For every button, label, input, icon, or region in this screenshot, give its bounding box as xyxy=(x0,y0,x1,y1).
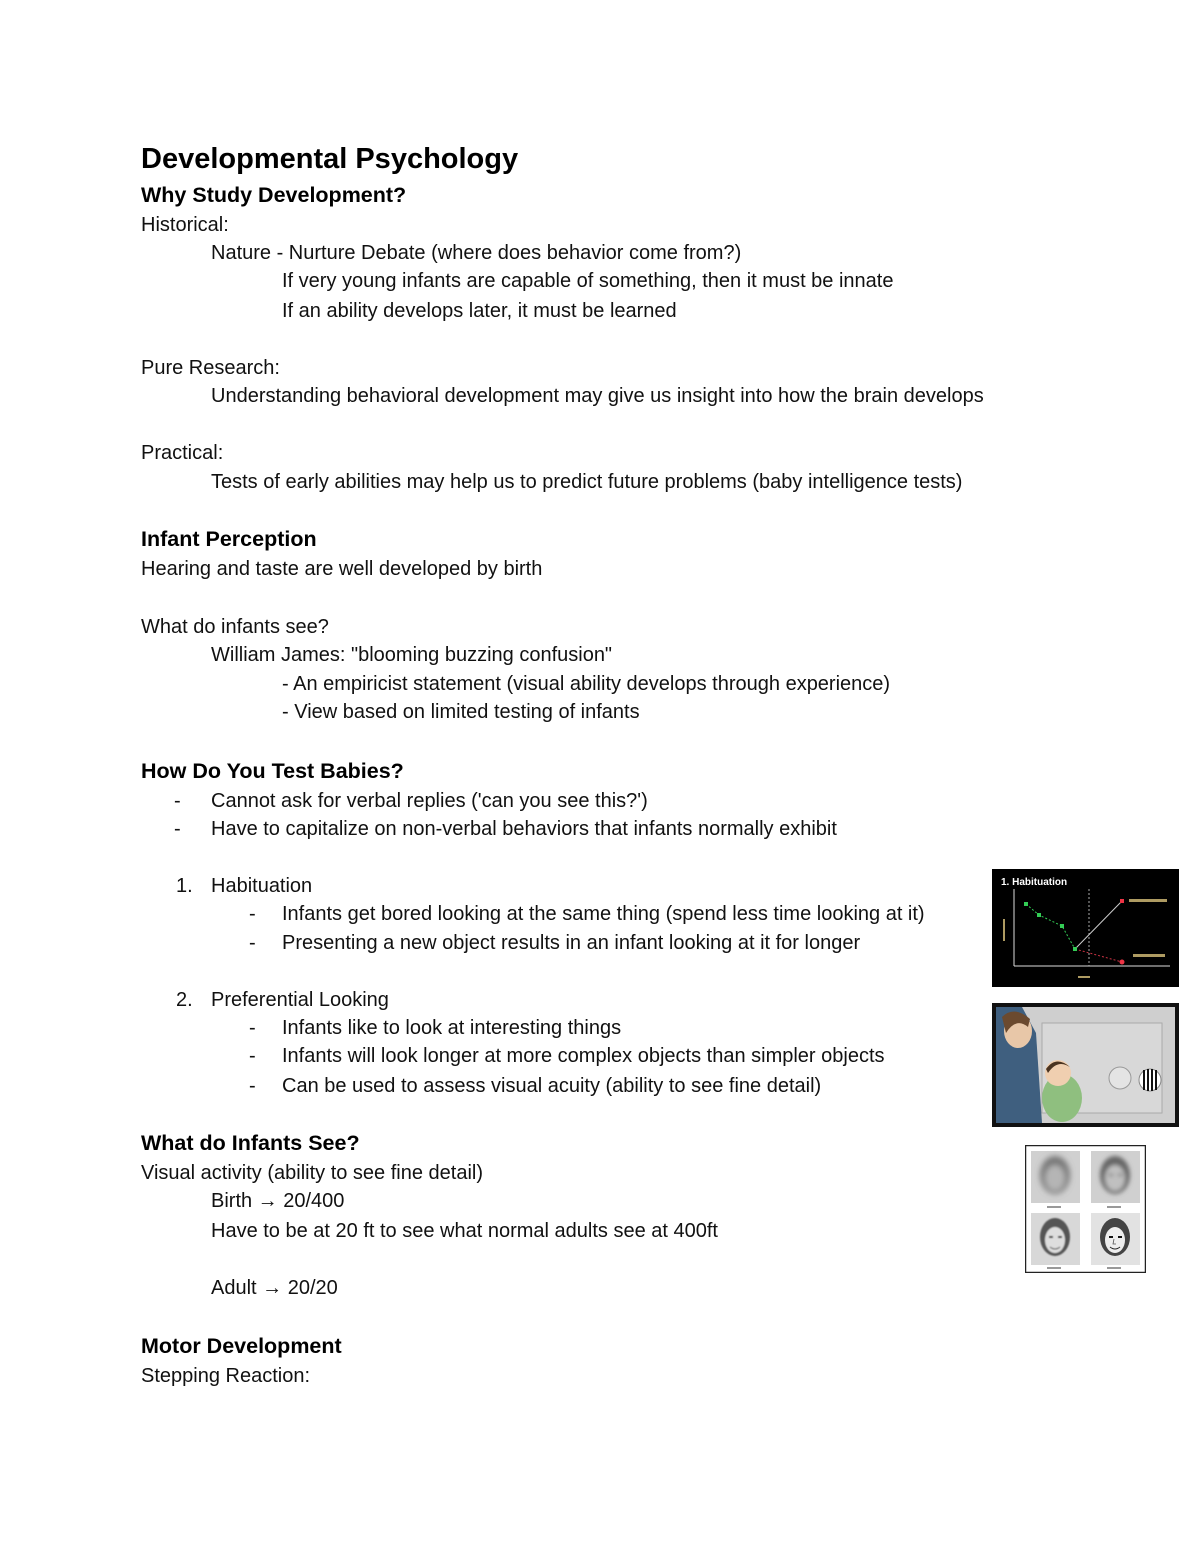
birth-acuity: Birth → 20/400 xyxy=(211,1190,345,1212)
habituation-graph xyxy=(992,869,1179,987)
list-item: Infants like to look at interesting things xyxy=(282,1017,622,1039)
bullet-dash: - xyxy=(174,818,181,840)
historical-label: Historical: xyxy=(141,214,229,236)
preferential-looking-label: Preferential Looking xyxy=(211,989,389,1011)
acuity-face-panels xyxy=(1025,1145,1146,1273)
pure-research-text: Understanding behavioral development may give us insight into how the brain develops xyxy=(211,385,984,407)
illegible-legend-label xyxy=(1129,899,1167,902)
face-panel-newborn xyxy=(1031,1151,1080,1208)
list-item: Cannot ask for verbal replies ('can you see this?') xyxy=(211,790,648,812)
striped-stimulus-icon xyxy=(1139,1069,1161,1091)
adult-acuity: Adult → 20/20 xyxy=(211,1277,338,1299)
data-point xyxy=(1060,924,1064,928)
data-point xyxy=(1120,960,1125,965)
section-heading-infant-perception: Infant Perception xyxy=(141,527,317,551)
bullet-dash: - xyxy=(174,790,181,812)
practical-label: Practical: xyxy=(141,442,224,464)
habituation-graph-figure xyxy=(992,869,1179,987)
face-panel-infant-older xyxy=(1031,1213,1080,1269)
list-item: Can be used to assess visual acuity (ability to see fine detail) xyxy=(282,1075,822,1097)
section-heading-motor-development: Motor Development xyxy=(141,1334,342,1358)
plain-stimulus xyxy=(1109,1067,1131,1089)
habituation-label: Habituation xyxy=(211,875,313,897)
acuity-explanation: Have to be at 20 ft to see what normal adults see at 400ft xyxy=(211,1220,718,1242)
habituation-graph-title: 1. Habituation xyxy=(1001,877,1068,888)
list-item: Presenting a new object results in an infant looking at it for longer xyxy=(282,932,861,954)
preferential-looking-scene xyxy=(992,1003,1179,1127)
list-item: Infants will look longer at more complex objects than simpler objects xyxy=(282,1045,885,1067)
what-see-question: What do infants see? xyxy=(141,616,329,638)
nature-nurture-text: Nature - Nurture Debate (where does behavior come from?) xyxy=(211,242,742,264)
list-item: Infants get bored looking at the same thing (spend less time looking at it) xyxy=(282,903,925,925)
face-panel-adult xyxy=(1091,1213,1140,1269)
illegible-axis-label xyxy=(1078,976,1090,978)
face-panel-infant-young xyxy=(1091,1151,1140,1208)
section-heading-what-infants-see: What do Infants See? xyxy=(141,1131,360,1155)
preferential-looking-illustration xyxy=(992,1003,1179,1127)
data-point xyxy=(1037,913,1041,917)
section-heading-why-study: Why Study Development? xyxy=(141,183,407,207)
list-item: Have to capitalize on non-verbal behaviors that infants normally exhibit xyxy=(211,818,837,840)
list-number: 1. xyxy=(176,875,193,897)
section-heading-test-babies: How Do You Test Babies? xyxy=(141,759,404,783)
bullet-dash: - xyxy=(249,932,256,954)
bullet-dash: - xyxy=(249,1075,256,1097)
page-title: Developmental Psychology xyxy=(141,143,519,175)
data-point xyxy=(1024,902,1028,906)
limited-testing-text: - View based on limited testing of infants xyxy=(282,701,640,723)
innate-text: If very young infants are capable of something, then it must be innate xyxy=(282,270,894,292)
visual-acuity-face-grid xyxy=(1025,1145,1146,1273)
acuity-text: Visual activity (ability to see fine detail) xyxy=(141,1162,484,1184)
illegible-legend-label xyxy=(1133,954,1165,957)
illegible-axis-label xyxy=(1003,919,1005,941)
stepping-reaction-label: Stepping Reaction: xyxy=(141,1365,311,1387)
pure-research-label: Pure Research: xyxy=(141,357,280,379)
learned-text: If an ability develops later, it must be learned xyxy=(282,300,677,322)
data-point xyxy=(1120,899,1124,903)
william-james-quote: William James: "blooming buzzing confusion" xyxy=(211,644,613,666)
bullet-dash: - xyxy=(249,1017,256,1039)
hearing-text: Hearing and taste are well developed by birth xyxy=(141,558,543,580)
bullet-dash: - xyxy=(249,1045,256,1067)
bullet-dash: - xyxy=(249,903,256,925)
data-point xyxy=(1073,947,1077,951)
practical-text: Tests of early abilities may help us to predict future problems (baby intelligence tests) xyxy=(211,471,963,493)
list-number: 2. xyxy=(176,989,193,1011)
empiricist-text: - An empiricist statement (visual ability develops through experience) xyxy=(282,673,891,695)
